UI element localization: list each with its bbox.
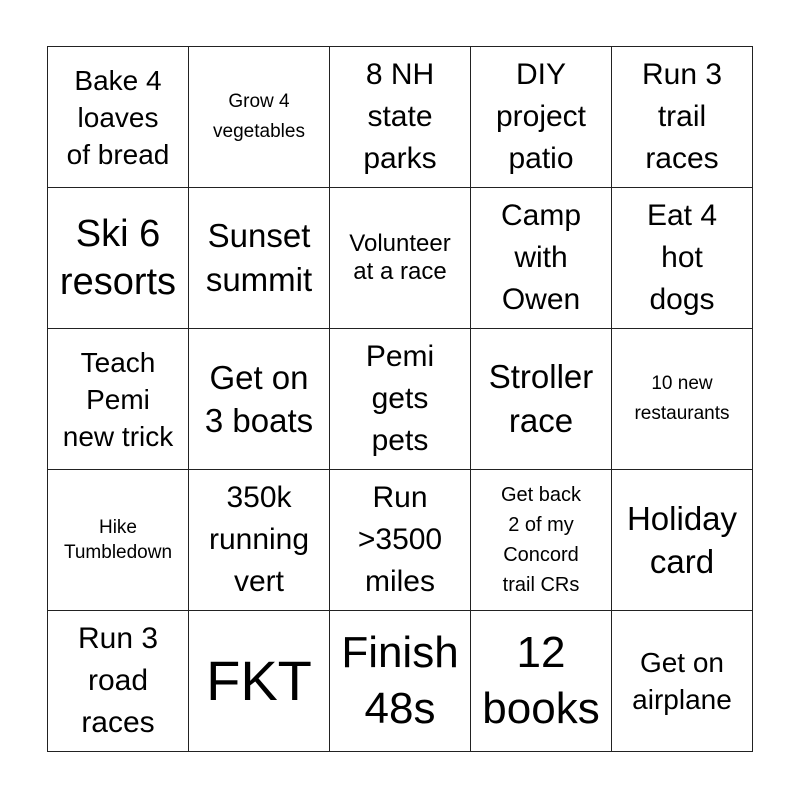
bingo-cell[interactable] <box>189 470 330 611</box>
cell-label: Stroller race <box>488 358 594 439</box>
bingo-cell[interactable] <box>471 470 612 611</box>
bingo-cell[interactable] <box>612 470 753 611</box>
bingo-cell[interactable] <box>48 188 189 329</box>
bingo-cell[interactable] <box>612 611 753 752</box>
bingo-cell[interactable] <box>330 188 471 329</box>
cell-label: 12 books <box>482 628 600 733</box>
bingo-cell[interactable] <box>330 329 471 470</box>
bingo-cell[interactable] <box>189 611 330 752</box>
cell-label: Finish 48s <box>341 628 459 733</box>
bingo-cell[interactable] <box>330 470 471 611</box>
bingo-cell[interactable] <box>48 470 189 611</box>
bingo-cell[interactable] <box>471 611 612 752</box>
bingo-cell[interactable] <box>189 329 330 470</box>
cell-label: Teach Pemi new trick <box>62 346 174 452</box>
cell-label: 10 new restaurants <box>634 373 730 424</box>
cell-label: Get on airplane <box>632 647 732 715</box>
cell-label: Sunset summit <box>205 217 313 298</box>
cell-label: 8 NH state parks <box>363 58 437 175</box>
cell-label: Eat 4 hot dogs <box>646 199 718 316</box>
bingo-cell[interactable] <box>471 188 612 329</box>
cell-label: Run 3 road races <box>77 622 159 739</box>
cell-label: DIY project patio <box>495 58 587 175</box>
bingo-cell[interactable] <box>471 329 612 470</box>
bingo-board <box>47 46 753 752</box>
bingo-cell[interactable] <box>48 47 189 188</box>
bingo-cell[interactable] <box>48 611 189 752</box>
cell-label: FKT <box>206 649 312 712</box>
cell-label: Bake 4 loaves of bread <box>66 64 170 170</box>
cell-label: 350k running vert <box>208 481 310 598</box>
bingo-cell[interactable] <box>612 47 753 188</box>
cell-label: Grow 4 vegetables <box>213 91 305 142</box>
bingo-cell[interactable] <box>330 47 471 188</box>
cell-label: Run >3500 miles <box>357 481 443 598</box>
bingo-cell[interactable] <box>330 611 471 752</box>
cell-label: Volunteer at a race <box>349 230 451 285</box>
cell-label: Run 3 trail races <box>641 58 723 175</box>
cell-label: Camp with Owen <box>500 199 582 316</box>
bingo-cell[interactable] <box>612 188 753 329</box>
bingo-cell[interactable] <box>48 329 189 470</box>
cell-label: Get back 2 of my Concord trail CRs <box>500 484 582 596</box>
cell-label: Hike Tumbledown <box>63 517 173 563</box>
cell-label: Ski 6 resorts <box>59 213 177 303</box>
cell-label: Pemi gets pets <box>365 340 435 457</box>
bingo-cell[interactable] <box>612 329 753 470</box>
bingo-cell[interactable] <box>189 47 330 188</box>
bingo-cell[interactable] <box>189 188 330 329</box>
cell-label: Get on 3 boats <box>204 359 314 439</box>
cell-label: Holiday card <box>626 500 738 580</box>
bingo-cell[interactable] <box>471 47 612 188</box>
